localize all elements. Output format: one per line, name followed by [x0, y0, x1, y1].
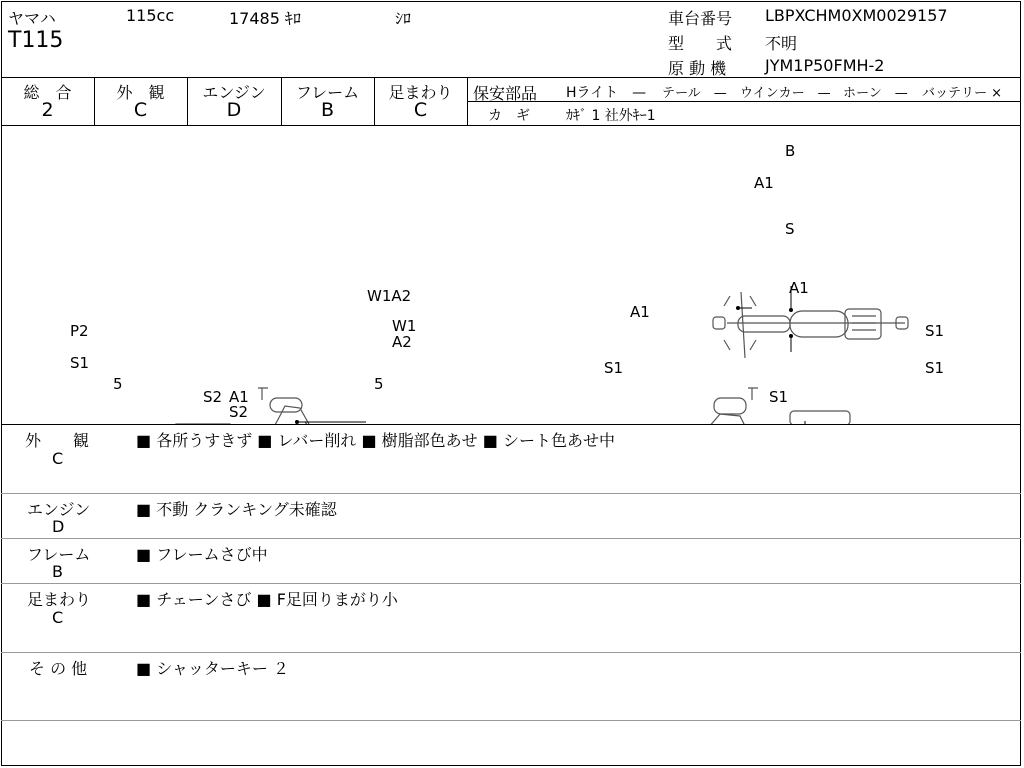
model-name: T115	[8, 28, 64, 53]
diagram-label-5: 5	[374, 375, 384, 393]
color: ｼﾛ	[395, 9, 412, 28]
diagram-label-a2: A2	[392, 333, 412, 351]
remark-text: ■ 各所うすきず ■ レバー削れ ■ 樹脂部色あせ ■ シート色あせ中	[136, 431, 615, 450]
diagram-label-s: S	[785, 220, 795, 238]
diagram-label-5: 5	[113, 375, 123, 393]
diagram-label-w1a2: W1A2	[367, 287, 412, 305]
remark-label: そ の 他	[29, 659, 88, 678]
safety-tail: テール —	[662, 86, 727, 101]
divider	[1, 538, 1021, 539]
diagram-label-s1: S1	[769, 388, 789, 406]
divider	[467, 101, 1021, 102]
divider	[1, 493, 1021, 494]
displacement: 115cc	[126, 6, 175, 25]
remark-label: 足まわり	[27, 590, 92, 609]
safety-winker: ウインカー —	[740, 86, 831, 101]
divider	[1, 583, 1021, 584]
diagram-label-s1: S1	[604, 359, 624, 377]
diagram-label-a1: A1	[754, 174, 774, 192]
key-label: カ ギ	[488, 108, 530, 124]
overall-grade: 2	[41, 99, 54, 121]
diagram-label-b: B	[785, 142, 796, 160]
exterior-grade: C	[133, 99, 148, 121]
type-value: 不明	[765, 34, 798, 53]
remark-grade: C	[52, 608, 64, 627]
mileage: 17485 ｷﾛ	[229, 9, 301, 28]
safety-label: 保安部品	[473, 84, 538, 103]
diagram-label-s1: S1	[925, 322, 945, 340]
remark-label: エンジン	[27, 500, 91, 519]
remark-text: ■ チェーンさび ■ F足回りまがり小	[136, 590, 398, 609]
diagram-label-s2: S2	[229, 403, 249, 421]
overall-label: 総 合	[23, 83, 72, 102]
exterior-label: 外 観	[116, 83, 165, 102]
diagram-label-s1: S1	[925, 359, 945, 377]
frame-no: LBPXCHM0XM0029157	[765, 6, 948, 25]
suspension-grade: C	[413, 99, 428, 121]
diagram-label-w1: W1	[392, 317, 417, 335]
frame-no-label: 車台番号	[668, 9, 733, 28]
safety-horn: ホーン —	[843, 86, 908, 101]
engine-model-value: JYM1P50FMH-2	[765, 56, 885, 75]
safety-battery: バッテリー ×	[922, 86, 1003, 101]
frame-grade: B	[320, 99, 335, 121]
remark-text: ■ シャッターキー ２	[136, 659, 289, 678]
divider	[1, 77, 1021, 78]
remark-grade: B	[52, 562, 63, 581]
remark-grade: D	[52, 517, 65, 536]
engine-label: エンジン	[202, 83, 266, 102]
diagram-label-s1: S1	[70, 354, 90, 372]
remark-label: フレーム	[27, 545, 91, 564]
diagram-label-s2: S2	[203, 388, 223, 406]
frame-label: フレーム	[295, 83, 360, 102]
engine-model-label: 原 動 機	[668, 59, 727, 78]
divider	[1, 652, 1021, 653]
divider	[1, 424, 1021, 425]
remark-text: ■ フレームさび中	[136, 545, 268, 564]
remark-label: 外 観	[25, 431, 90, 450]
diagram-label-a1: A1	[229, 388, 249, 406]
suspension-label: 足まわり	[388, 83, 453, 102]
divider	[467, 77, 468, 125]
engine-grade: D	[226, 99, 242, 121]
remark-grade: C	[52, 449, 64, 468]
remark-text: ■ 不動 クランキング未確認	[136, 500, 337, 519]
bike-top-view	[713, 292, 908, 358]
divider	[1, 720, 1021, 721]
maker: ヤマハ	[8, 9, 56, 28]
safety-headlight: Hライト —	[566, 85, 647, 101]
diagram-label-a1: A1	[630, 303, 650, 321]
type-label: 型 式	[668, 34, 733, 53]
key-value: ｶｷﾞ 1 社外ｷｰ1	[566, 108, 656, 124]
diagram-label-p2: P2	[70, 322, 89, 340]
damage-diagram	[0, 126, 1022, 424]
diagram-label-a1: A1	[789, 279, 809, 297]
